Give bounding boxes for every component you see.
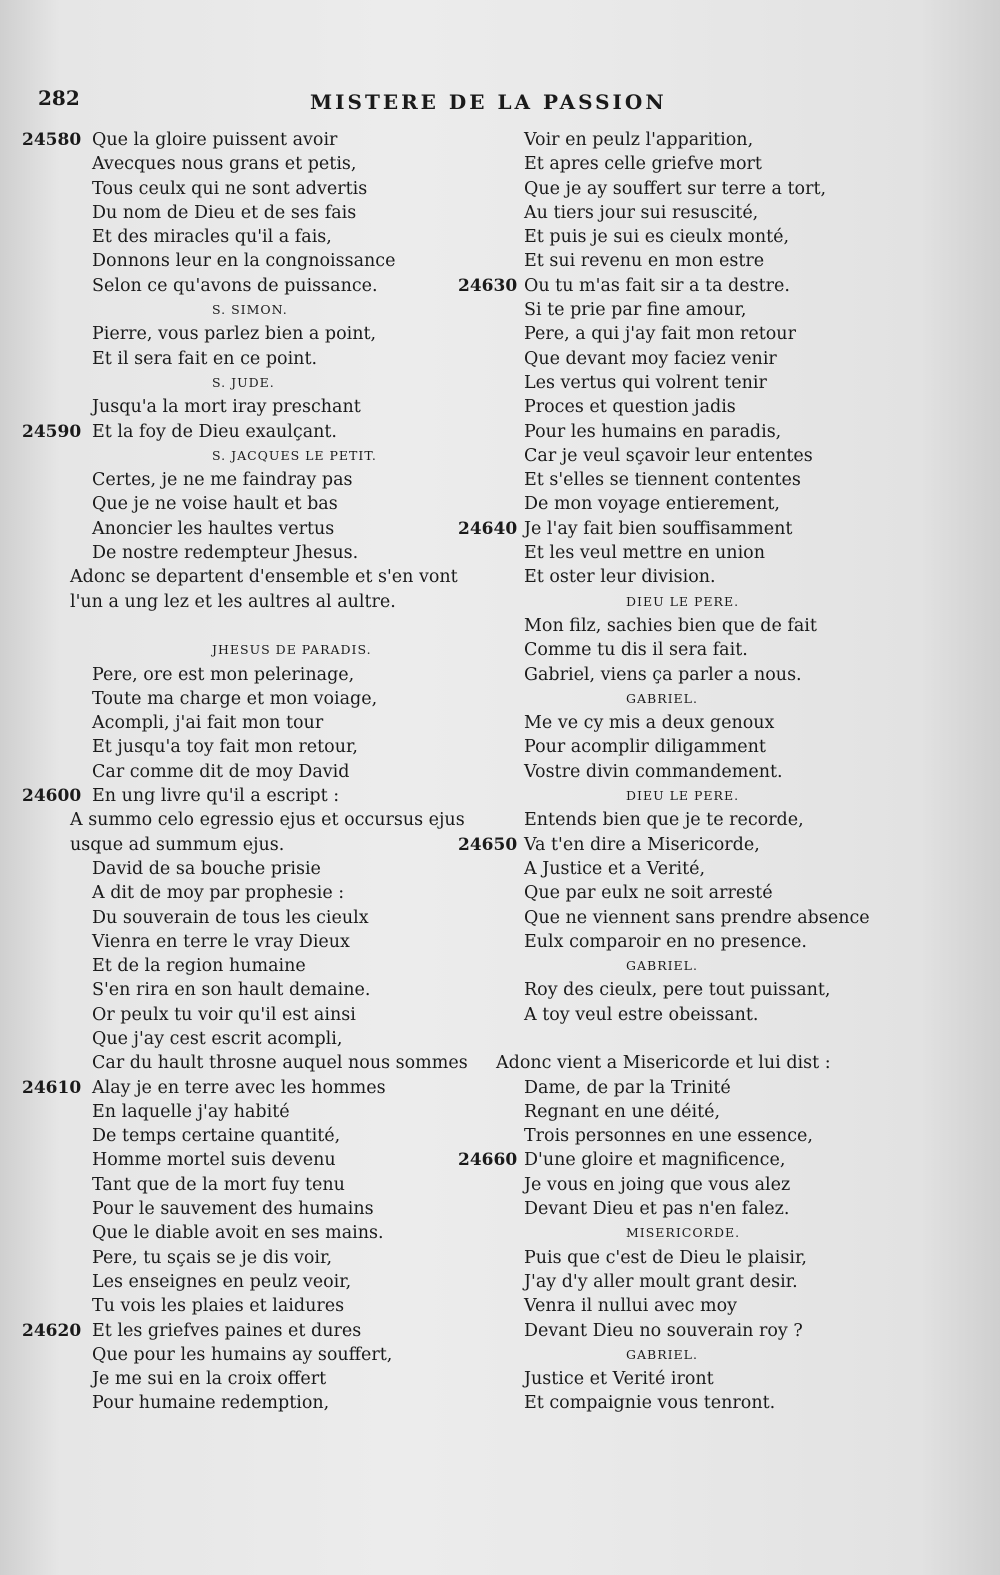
line-number: 24620 bbox=[22, 1320, 82, 1341]
speaker-name bbox=[22, 371, 492, 395]
verse-line bbox=[458, 177, 928, 201]
verse-line bbox=[22, 517, 492, 541]
verse-line bbox=[22, 1294, 492, 1318]
verse-line bbox=[22, 760, 492, 784]
verse-line bbox=[458, 395, 928, 419]
line-text: S. JUDE. bbox=[212, 374, 275, 390]
line-text: Avecques nous grans et petis, bbox=[92, 154, 357, 175]
line-text: Gabriel, viens ça parler a nous. bbox=[524, 664, 802, 685]
line-text: Que par eulx ne soit arresté bbox=[524, 883, 773, 904]
verse-line bbox=[458, 541, 928, 565]
verse-line bbox=[22, 274, 492, 298]
line-text: Homme mortel suis devenu bbox=[92, 1150, 336, 1171]
line-text: Et jusqu'a toy fait mon retour, bbox=[92, 737, 358, 758]
verse-line bbox=[22, 687, 492, 711]
verse-line bbox=[458, 1148, 928, 1172]
speaker-name bbox=[22, 444, 492, 468]
line-number: 24650 bbox=[458, 834, 518, 855]
verse-line bbox=[22, 1246, 492, 1270]
verse-line bbox=[22, 1173, 492, 1197]
left-column bbox=[22, 128, 492, 1416]
verse-line bbox=[458, 1294, 928, 1318]
line-text: Venra il nullui avec moy bbox=[524, 1296, 737, 1317]
verse-line bbox=[22, 128, 492, 152]
verse-line bbox=[22, 735, 492, 759]
line-text: Pour humaine redemption, bbox=[92, 1393, 330, 1414]
verse-line bbox=[22, 201, 492, 225]
verse-line bbox=[458, 420, 928, 444]
verse-line bbox=[22, 395, 492, 419]
line-text: l'un a ung lez et les aultres al aultre. bbox=[70, 591, 396, 612]
verse-line bbox=[458, 808, 928, 832]
line-text: Anoncier les haultes vertus bbox=[92, 518, 335, 539]
line-text: Puis que c'est de Dieu le plaisir, bbox=[524, 1247, 807, 1268]
stage-direction bbox=[22, 808, 492, 832]
line-text: En ung livre qu'il a escript : bbox=[92, 786, 340, 807]
line-text: Tu vois les plaies et laidures bbox=[92, 1296, 345, 1317]
line-number: 24600 bbox=[22, 786, 82, 807]
verse-line bbox=[458, 857, 928, 881]
verse-line bbox=[22, 1391, 492, 1415]
verse-line bbox=[458, 735, 928, 759]
line-text: Et apres celle griefve mort bbox=[524, 154, 762, 175]
verse-line bbox=[458, 711, 928, 735]
stage-direction bbox=[22, 590, 492, 614]
line-text: Que devant moy faciez venir bbox=[524, 348, 777, 369]
verse-line bbox=[22, 906, 492, 930]
verse-line bbox=[458, 978, 928, 1002]
speaker-name bbox=[458, 590, 928, 614]
line-text: Car comme dit de moy David bbox=[92, 761, 350, 782]
line-text: Pour le sauvement des humains bbox=[92, 1199, 374, 1220]
line-text: Selon ce qu'avons de puissance. bbox=[92, 275, 378, 296]
line-text: Et compaignie vous tenront. bbox=[524, 1393, 776, 1414]
line-text: Du souverain de tous les cieulx bbox=[92, 907, 369, 928]
line-text: Que je ne voise hault et bas bbox=[92, 494, 338, 515]
verse-line bbox=[22, 225, 492, 249]
line-text: Et les veul mettre en union bbox=[524, 543, 765, 564]
line-number: 24610 bbox=[22, 1077, 82, 1098]
line-text: Vienra en terre le vray Dieux bbox=[92, 931, 350, 952]
speaker-name bbox=[458, 1343, 928, 1367]
line-text: Devant Dieu no souverain roy ? bbox=[524, 1320, 803, 1341]
line-text: Justice et Verité iront bbox=[524, 1369, 714, 1390]
line-text: Et puis je sui es cieulx monté, bbox=[524, 227, 790, 248]
speaker-name bbox=[458, 687, 928, 711]
line-text: Pere, ore est mon pelerinage, bbox=[92, 664, 355, 685]
line-text: Acompli, j'ai fait mon tour bbox=[92, 713, 324, 734]
verse-line bbox=[458, 1173, 928, 1197]
verse-line bbox=[22, 492, 492, 516]
verse-line bbox=[458, 225, 928, 249]
verse-line bbox=[458, 444, 928, 468]
verse-line bbox=[458, 906, 928, 930]
line-text: Et des miracles qu'il a fais, bbox=[92, 227, 332, 248]
line-text: Proces et question jadis bbox=[524, 397, 736, 418]
line-text: Regnant en une déité, bbox=[524, 1101, 721, 1122]
right-column bbox=[458, 128, 928, 1416]
line-text: Pour acomplir diligamment bbox=[524, 737, 766, 758]
verse-line bbox=[22, 152, 492, 176]
line-text: Si te prie par fine amour, bbox=[524, 300, 747, 321]
verse-line bbox=[458, 298, 928, 322]
verse-line bbox=[22, 954, 492, 978]
page-number: 282 bbox=[38, 86, 80, 110]
line-text: Pere, a qui j'ay fait mon retour bbox=[524, 324, 796, 345]
line-text: Mon filz, sachies bien que de fait bbox=[524, 615, 817, 636]
verse-line bbox=[458, 249, 928, 273]
verse-line bbox=[22, 322, 492, 346]
line-text: Trois personnes en une essence, bbox=[524, 1126, 813, 1147]
line-text: DIEU LE PERE. bbox=[626, 593, 740, 609]
verse-line bbox=[458, 663, 928, 687]
verse-line bbox=[22, 857, 492, 881]
line-text: Me ve cy mis a deux genoux bbox=[524, 713, 775, 734]
stage-direction bbox=[22, 833, 492, 857]
verse-line bbox=[22, 1100, 492, 1124]
verse-line bbox=[458, 881, 928, 905]
line-text: Toute ma charge et mon voiage, bbox=[92, 688, 378, 709]
verse-line bbox=[22, 249, 492, 273]
line-number: 24590 bbox=[22, 421, 82, 442]
speaker-name bbox=[22, 298, 492, 322]
line-text: Dame, de par la Trinité bbox=[524, 1077, 731, 1098]
line-text: Que le diable avoit en ses mains. bbox=[92, 1223, 384, 1244]
line-number: 24660 bbox=[458, 1150, 518, 1171]
verse-line bbox=[22, 930, 492, 954]
verse-line bbox=[458, 517, 928, 541]
line-text: Va t'en dire a Misericorde, bbox=[524, 834, 760, 855]
line-text: Roy des cieulx, pere tout puissant, bbox=[524, 980, 831, 1001]
line-text: Les vertus qui volrent tenir bbox=[524, 372, 767, 393]
stage-direction bbox=[458, 1051, 928, 1075]
line-text: En laquelle j'ay habité bbox=[92, 1101, 290, 1122]
verse-line bbox=[22, 711, 492, 735]
line-text: Car du hault throsne auquel nous sommes bbox=[92, 1053, 468, 1074]
verse-line bbox=[458, 930, 928, 954]
verse-line bbox=[22, 1319, 492, 1343]
speaker-name bbox=[22, 638, 492, 662]
line-text: GABRIEL. bbox=[626, 1346, 698, 1362]
verse-line bbox=[22, 1051, 492, 1075]
line-text: Et de la region humaine bbox=[92, 956, 306, 977]
line-text: Pour les humains en paradis, bbox=[524, 421, 782, 442]
verse-line bbox=[458, 1270, 928, 1294]
line-text: Pere, tu sçais se je dis voir, bbox=[92, 1247, 333, 1268]
verse-line bbox=[458, 371, 928, 395]
line-text: Adonc se departent d'ensemble et s'en vont bbox=[70, 567, 458, 588]
verse-line bbox=[22, 347, 492, 371]
line-text: Alay je en terre avec les hommes bbox=[92, 1077, 386, 1098]
line-text: Certes, je ne me faindray pas bbox=[92, 470, 353, 491]
verse-line bbox=[22, 1003, 492, 1027]
line-text: De nostre redempteur Jhesus. bbox=[92, 543, 359, 564]
verse-line bbox=[458, 638, 928, 662]
line-text: A toy veul estre obeissant. bbox=[524, 1004, 759, 1025]
line-text: Car je veul sçavoir leur ententes bbox=[524, 445, 813, 466]
line-text: Entends bien que je te recorde, bbox=[524, 810, 804, 831]
line-text: Et la foy de Dieu exaulçant. bbox=[92, 421, 337, 442]
verse-line bbox=[458, 322, 928, 346]
line-text: S. SIMON. bbox=[212, 302, 288, 318]
line-text: A dit de moy par prophesie : bbox=[92, 883, 345, 904]
verse-line bbox=[458, 201, 928, 225]
line-text: Pierre, vous parlez bien a point, bbox=[92, 324, 377, 345]
verse-line bbox=[22, 1343, 492, 1367]
line-number: 24630 bbox=[458, 275, 518, 296]
verse-line bbox=[22, 1221, 492, 1245]
line-text: De temps certaine quantité, bbox=[92, 1126, 341, 1147]
verse-line bbox=[22, 1027, 492, 1051]
line-text: Que j'ay cest escrit acompli, bbox=[92, 1028, 343, 1049]
line-text: Ou tu m'as fait sir a ta destre. bbox=[524, 275, 790, 296]
line-text: A Justice et a Verité, bbox=[524, 858, 706, 879]
verse-line bbox=[22, 1124, 492, 1148]
line-text: Les enseignes en peulz veoir, bbox=[92, 1271, 352, 1292]
line-text: Et s'elles se tiennent contentes bbox=[524, 470, 801, 491]
running-title: MISTERE DE LA PASSION bbox=[310, 90, 667, 114]
speaker-name bbox=[458, 1221, 928, 1245]
verse-line bbox=[458, 1391, 928, 1415]
line-text: Et oster leur division. bbox=[524, 567, 716, 588]
line-text: Jusqu'a la mort iray preschant bbox=[92, 397, 361, 418]
verse-line bbox=[22, 541, 492, 565]
verse-line bbox=[458, 492, 928, 516]
verse-line bbox=[458, 1076, 928, 1100]
verse-line bbox=[458, 833, 928, 857]
verse-line bbox=[22, 1148, 492, 1172]
blank-line bbox=[458, 1027, 928, 1051]
speaker-name bbox=[458, 954, 928, 978]
verse-line bbox=[22, 177, 492, 201]
line-text: Je me sui en la croix offert bbox=[92, 1369, 327, 1390]
line-text: S. JACQUES LE PETIT. bbox=[212, 447, 377, 463]
line-text: Devant Dieu et pas n'en falez. bbox=[524, 1199, 790, 1220]
verse-line bbox=[458, 1367, 928, 1391]
line-number: 24580 bbox=[22, 130, 82, 150]
verse-line bbox=[22, 420, 492, 444]
line-text: GABRIEL. bbox=[626, 958, 698, 974]
speaker-name bbox=[458, 784, 928, 808]
line-text: Adonc vient a Misericorde et lui dist : bbox=[496, 1053, 831, 1074]
verse-line bbox=[22, 1367, 492, 1391]
verse-line bbox=[458, 614, 928, 638]
verse-line bbox=[22, 784, 492, 808]
line-text: Tous ceulx qui ne sont advertis bbox=[92, 178, 368, 199]
line-text: Et sui revenu en mon estre bbox=[524, 251, 765, 272]
line-number: 24640 bbox=[458, 518, 518, 539]
verse-line bbox=[458, 274, 928, 298]
line-text: Que la gloire puissent avoir bbox=[92, 130, 338, 150]
line-text: S'en rira en son hault demaine. bbox=[92, 980, 371, 1001]
line-text: Donnons leur en la congnoissance bbox=[92, 251, 396, 272]
line-text: Du nom de Dieu et de ses fais bbox=[92, 202, 357, 223]
line-text: Que pour les humains ay souffert, bbox=[92, 1344, 393, 1365]
line-text: D'une gloire et magnificence, bbox=[524, 1150, 786, 1171]
line-text: JHESUS DE PARADIS. bbox=[212, 642, 372, 658]
line-text: Comme tu dis il sera fait. bbox=[524, 640, 748, 661]
verse-line bbox=[458, 1197, 928, 1221]
verse-line bbox=[458, 1246, 928, 1270]
line-text: GABRIEL. bbox=[626, 690, 698, 706]
verse-line bbox=[22, 1076, 492, 1100]
line-text: De mon voyage entierement, bbox=[524, 494, 780, 515]
verse-line bbox=[22, 1270, 492, 1294]
line-text: Tant que de la mort fuy tenu bbox=[92, 1174, 345, 1195]
line-text: Vostre divin commandement. bbox=[524, 761, 783, 782]
line-text: Et il sera fait en ce point. bbox=[92, 348, 318, 369]
verse-line bbox=[22, 978, 492, 1002]
verse-line bbox=[458, 128, 928, 152]
line-text: Voir en peulz l'apparition, bbox=[524, 130, 754, 150]
verse-line bbox=[458, 1124, 928, 1148]
blank-line bbox=[22, 614, 492, 638]
line-text: Je l'ay fait bien souffisamment bbox=[524, 518, 793, 539]
line-text: David de sa bouche prisie bbox=[92, 858, 321, 879]
verse-line bbox=[458, 152, 928, 176]
line-text: Eulx comparoir en no presence. bbox=[524, 931, 807, 952]
line-text: Je vous en joing que vous alez bbox=[524, 1174, 791, 1195]
verse-line bbox=[22, 881, 492, 905]
line-text: Que ne viennent sans prendre absence bbox=[524, 907, 870, 928]
verse-line bbox=[458, 347, 928, 371]
line-text: DIEU LE PERE. bbox=[626, 788, 740, 804]
verse-line bbox=[458, 468, 928, 492]
verse-line bbox=[22, 468, 492, 492]
line-text: Que je ay souffert sur terre a tort, bbox=[524, 178, 827, 199]
verse-line bbox=[22, 1197, 492, 1221]
verse-line bbox=[22, 663, 492, 687]
line-text: MISERICORDE. bbox=[626, 1225, 741, 1241]
verse-line bbox=[458, 1319, 928, 1343]
verse-line bbox=[458, 1003, 928, 1027]
line-text: Or peulx tu voir qu'il est ainsi bbox=[92, 1004, 356, 1025]
verse-line bbox=[458, 760, 928, 784]
line-text: J'ay d'y aller moult grant desir. bbox=[524, 1271, 798, 1292]
verse-line bbox=[458, 565, 928, 589]
line-text: Et les griefves paines et dures bbox=[92, 1320, 362, 1341]
line-text: usque ad summum ejus. bbox=[70, 834, 285, 855]
verse-line bbox=[458, 1100, 928, 1124]
line-text: A summo celo egressio ejus et occursus ejus bbox=[70, 810, 465, 831]
line-text: Au tiers jour sui resuscité, bbox=[524, 202, 759, 223]
stage-direction bbox=[22, 565, 492, 589]
